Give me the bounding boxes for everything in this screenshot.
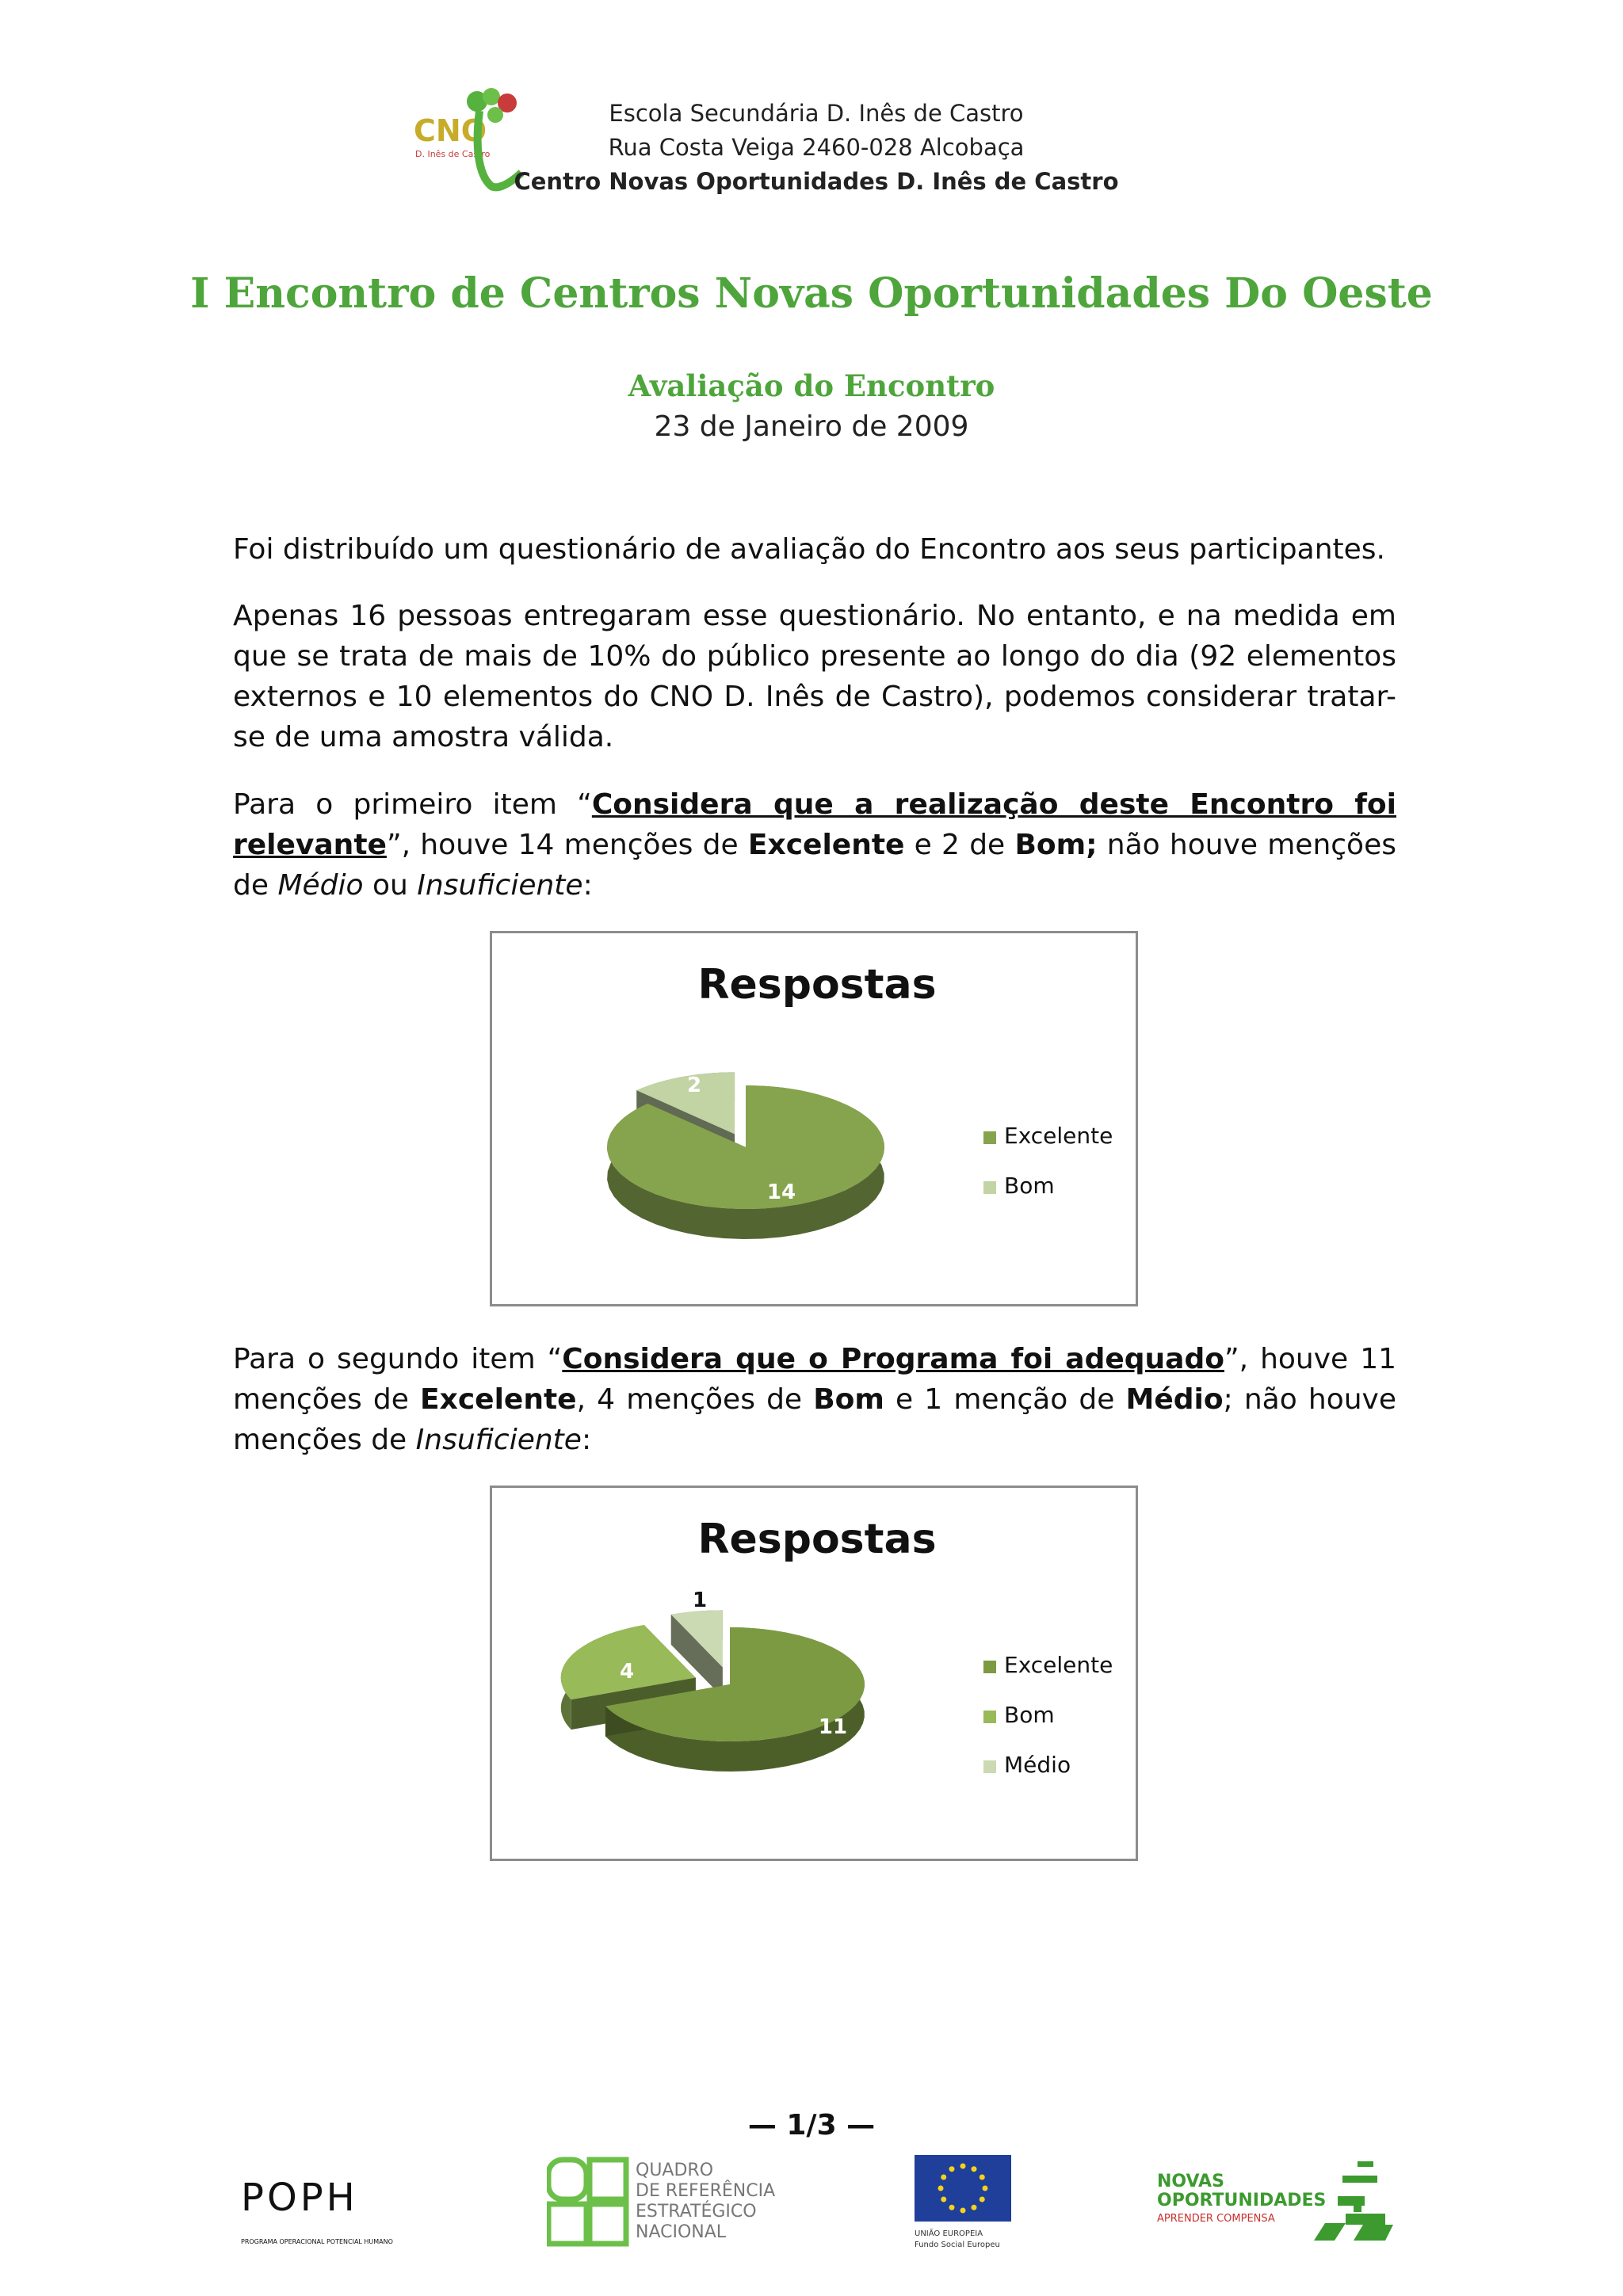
paragraph-1: Foi distribuído um questionário de avaliação do Encontro aos seus participantes. [233,533,1385,566]
chart-2-legend [983,1652,1113,1778]
chart-1-pie [607,1072,884,1239]
poph-logo-text: POPH [241,2176,358,2220]
legend-item [983,1173,1055,1199]
eu-line-2: Fundo Social Europeu [915,2241,1000,2249]
legend-label: Bom [1004,1702,1055,1728]
paragraph-3: Para o primeiro item “Considera que a realização deste Encontro foi relevante”, houve 14 menções de Excelente e 2 de Bom; não houve menções de Médio ou Insuficiente: [233,788,1396,902]
legend-item [983,1702,1055,1728]
novas-oportunidades-logo [1155,2153,1401,2248]
chart-1-title: Respostas [697,961,937,1009]
qren-logo [547,2153,785,2252]
chart-2 [490,1486,1138,1861]
chart-2-title: Respostas [697,1516,937,1563]
school-address: Rua Costa Veiga 2460-028 Alcobaça [608,134,1025,161]
page-number: — 1/3 — [747,2109,876,2142]
center-name: Centro Novas Oportunidades D. Inês de Castro [514,168,1119,195]
paragraph-2: Apenas 16 pessoas entregaram esse questionário. No entanto, e na medida em que se trata de mais de 10% do público presente ao longo do dia (92 elementos externos e 10 elementos do CNO D. Inês de Castro), podemos considerar tratar-se de uma amostra válida. [233,600,1396,753]
no-subtext: APRENDER COMPENSA [1157,2213,1275,2225]
no-line-1: NOVAS [1157,2172,1224,2191]
legend-swatch [983,1131,996,1144]
school-name: Escola Secundária D. Inês de Castro [609,100,1024,127]
qren-line-3: ESTRATÉGICO [636,2202,757,2222]
eu-flag-logo [911,2153,1022,2252]
no-line-2: OPORTUNIDADES [1157,2191,1327,2210]
eu-line-1: UNIÃO EUROPEIA [915,2229,983,2238]
chart-2-svg [492,1488,1140,1863]
document-subtitle: Avaliação do Encontro [628,368,995,403]
legend-swatch [983,1760,996,1773]
item-1-question: Considera que a realização deste Encontro foi relevante [233,788,1396,861]
poph-logo-subtext: PROGRAMA OPERACIONAL POTENCIAL HUMANO [241,2238,393,2245]
document-date: 23 de Janeiro de 2009 [654,410,969,443]
poph-logo [238,2155,420,2250]
chart-1-legend [983,1123,1113,1199]
pie-slice-excelente [607,1085,884,1239]
legend-label: Bom [1004,1173,1055,1199]
legend-swatch [983,1181,996,1194]
chart-1 [490,931,1138,1306]
qren-line-4: NACIONAL [636,2222,727,2242]
chart-2-pie [561,1589,865,1772]
legend-swatch [983,1661,996,1673]
data-label: 4 [619,1660,635,1684]
legend-item [983,1652,1113,1678]
data-label: 2 [686,1074,702,1097]
data-label: 11 [818,1715,848,1739]
cno-logo-subtext: D. Inês de Castro [415,149,491,159]
legend-item [983,1752,1071,1778]
legend-label: Excelente [1004,1652,1113,1678]
paragraph-4: Para o segundo item “Considera que o Programa foi adequado”, houve 11 menções de Excelente, 4 menções de Bom e 1 menção de Médio; não houve menções de Insuficiente: [233,1343,1396,1456]
legend-swatch [983,1711,996,1723]
qren-line-1: QUADRO [636,2161,714,2180]
legend-label: Excelente [1004,1123,1113,1149]
data-label: 1 [692,1589,708,1612]
school-header [507,97,1125,199]
qren-line-2: DE REFERÊNCIA [636,2181,776,2201]
data-label: 14 [766,1180,796,1204]
chart-1-svg [492,933,1140,1309]
legend-label: Médio [1004,1752,1071,1778]
document-title: I Encontro de Centros Novas Oportunidades Do Oeste [190,269,1433,318]
legend-item [983,1123,1113,1149]
cno-logo-text: CNO [414,113,487,148]
item-2-question: Considera que o Programa foi adequado [562,1343,1224,1375]
